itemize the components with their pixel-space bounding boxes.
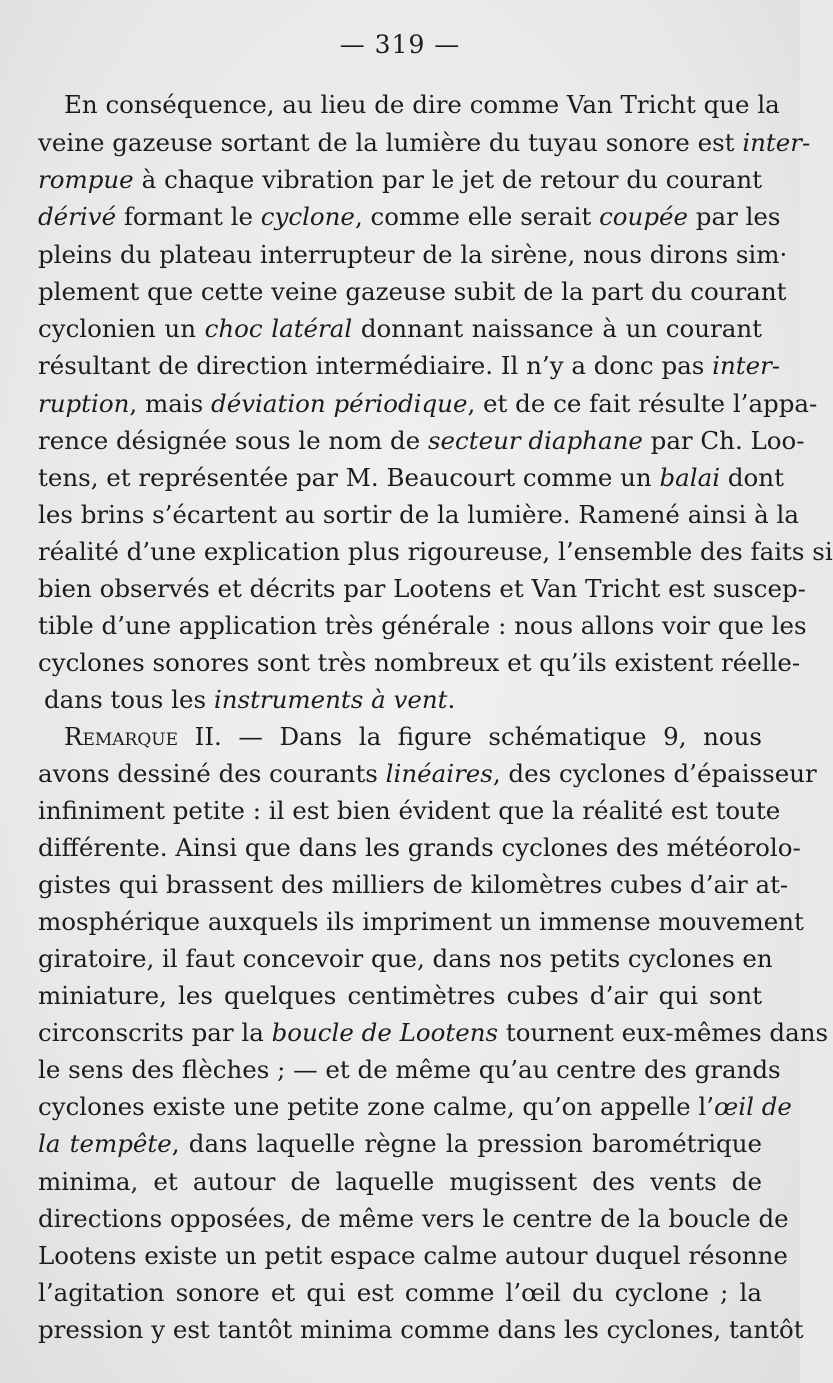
- text-segment: dans tous les: [44, 685, 214, 714]
- text-segment: les brins s’écartent au sortir de la lumière. Ramené ainsi à la: [38, 500, 799, 529]
- text-segment: tible d’une application très générale : nous allons voir que les: [38, 611, 807, 640]
- italic-text: ruption: [38, 389, 130, 418]
- text-segment: veine gazeuse sortant de la lumière du tuyau sonore est: [38, 128, 743, 157]
- text-segment: pression y est tantôt minima comme dans les cyclones, tantôt: [38, 1315, 804, 1344]
- text-line: [38, 200, 781, 234]
- text-segment: , et de ce fait résulte l’appa-: [467, 389, 818, 418]
- text-segment: l’agitation sonore et qui est comme l’œil du cyclone ; la: [38, 1278, 762, 1307]
- text-line: [38, 1202, 789, 1236]
- text-segment: rence désignée sous le nom de: [38, 426, 428, 455]
- italic-text: instruments à vent: [213, 685, 448, 714]
- text-line: [38, 979, 762, 1013]
- text-line: [64, 720, 762, 754]
- text-segment: En conséquence, au lieu de dire comme Van Tricht que la: [64, 90, 780, 119]
- text-segment: le sens des flèches ; — et de même qu’au centre des grands: [38, 1055, 781, 1084]
- text-segment: différente. Ainsi que dans les grands cyclones des météorolo-: [38, 833, 801, 862]
- text-line: [38, 1090, 792, 1124]
- text-line: [38, 312, 762, 346]
- text-line: [38, 905, 804, 939]
- text-line: [38, 942, 773, 976]
- italic-text: rompue: [38, 165, 134, 194]
- text-segment: infiniment petite : il est bien évident que la réalité est toute: [38, 796, 781, 825]
- italic-text: secteur diaphane: [427, 426, 643, 455]
- text-segment: , comme elle serait: [354, 202, 600, 231]
- text-segment: , dans laquelle règne la pression barométrique: [171, 1129, 762, 1158]
- text-line: [38, 461, 784, 495]
- text-segment: mosphérique auxquels ils impriment un immense mouvement: [38, 907, 804, 936]
- text-line: [38, 387, 818, 421]
- text-segment: bien observés et décrits par Lootens et Van Tricht est suscep-: [38, 574, 806, 603]
- text-line: [38, 609, 807, 643]
- text-line: [44, 683, 455, 717]
- text-line: [38, 163, 762, 197]
- text-line: [38, 1239, 788, 1273]
- italic-text: déviation périodique: [211, 389, 468, 418]
- text-segment: tens, et représentée par M. Beaucourt comme un: [38, 463, 660, 492]
- text-segment: , des cyclones d’épaisseur: [492, 759, 817, 788]
- text-line: [38, 1127, 762, 1161]
- text-line: [64, 88, 780, 122]
- text-line: [38, 424, 805, 458]
- text-segment: dont: [720, 463, 784, 492]
- text-segment: .: [447, 685, 456, 714]
- small-caps-text: Remarque: [64, 722, 179, 751]
- italic-text: choc latéral: [204, 314, 353, 343]
- italic-text: dérivé: [38, 202, 117, 231]
- text-segment: cyclonien un: [38, 314, 205, 343]
- text-segment: à chaque vibration par le jet de retour du courant: [133, 165, 762, 194]
- text-segment: miniature, les quelques centimètres cubes d’air qui sont: [38, 981, 762, 1010]
- text-line: [38, 1313, 804, 1347]
- text-segment: pleins du plateau interrupteur de la sirène, nous dirons sim·: [38, 240, 788, 269]
- text-segment: résultant de direction intermédiaire. Il n’y a donc pas: [38, 351, 713, 380]
- text-line: [38, 831, 801, 865]
- italic-text: cyclone: [260, 202, 355, 231]
- text-segment: gistes qui brassent des milliers de kilomètres cubes d’air at-: [38, 870, 789, 899]
- text-line: [38, 1276, 762, 1310]
- page-number: — 319 —: [339, 30, 461, 59]
- text-line: [38, 757, 817, 791]
- text-segment: Lootens existe un petit espace calme autour duquel résonne: [38, 1241, 788, 1270]
- italic-text: coupée: [599, 202, 688, 231]
- italic-text: boucle de Lootens: [271, 1018, 499, 1047]
- text-line: [38, 1165, 762, 1199]
- text-line: [38, 275, 787, 309]
- text-segment: minima, et autour de laquelle mugissent des vents de: [38, 1167, 762, 1196]
- text-segment: formant le: [116, 202, 261, 231]
- italic-text: œil de: [714, 1092, 792, 1121]
- text-line: [38, 349, 781, 383]
- text-line: [38, 238, 788, 272]
- text-segment: cyclones existe une petite zone calme, qu’on appelle l’: [38, 1092, 715, 1121]
- text-segment: circonscrits par la: [38, 1018, 272, 1047]
- text-line: [38, 1053, 781, 1087]
- text-line: [38, 794, 781, 828]
- text-segment: II. — Dans la figure schématique 9, nous: [178, 722, 762, 751]
- italic-text: balai: [659, 463, 721, 492]
- text-segment: tournent eux-mêmes dans: [498, 1018, 829, 1047]
- text-segment: par les: [688, 202, 781, 231]
- text-segment: plement que cette veine gazeuse subit de la part du courant: [38, 277, 787, 306]
- text-segment: giratoire, il faut concevoir que, dans nos petits cyclones en: [38, 944, 773, 973]
- text-line: [38, 1016, 829, 1050]
- text-segment: , mais: [129, 389, 212, 418]
- text-segment: avons dessiné des courants: [38, 759, 386, 788]
- text-line: [38, 126, 811, 160]
- text-segment: directions opposées, de même vers le centre de la boucle de: [38, 1204, 789, 1233]
- text-segment: réalité d’une explication plus rigoureuse, l’ensemble des faits si: [38, 537, 833, 566]
- italic-text: linéaires: [385, 759, 493, 788]
- italic-text: la tempête: [38, 1129, 172, 1158]
- text-line: [38, 868, 789, 902]
- italic-text: inter-: [712, 351, 781, 380]
- text-line: [38, 535, 833, 569]
- italic-text: inter-: [742, 128, 811, 157]
- text-segment: par Ch. Loo-: [642, 426, 805, 455]
- text-line: [38, 498, 799, 532]
- text-segment: donnant naissance à un courant: [352, 314, 762, 343]
- text-line: [38, 572, 806, 606]
- text-line: [38, 646, 801, 680]
- text-segment: cyclones sonores sont très nombreux et qu’ils existent réelle-: [38, 648, 801, 677]
